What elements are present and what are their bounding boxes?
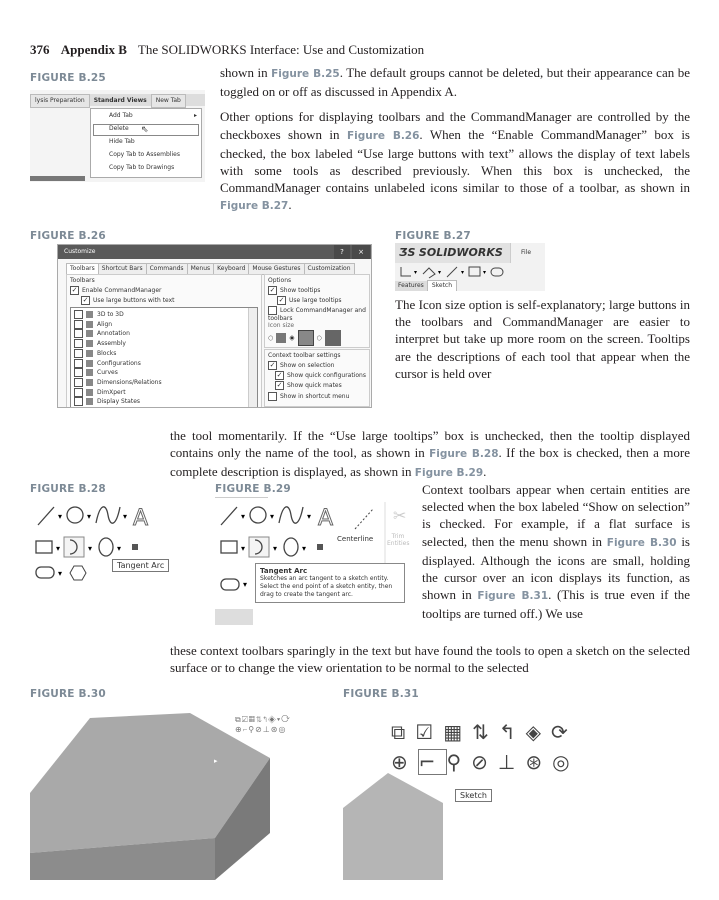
toolbar-icon: [86, 350, 93, 357]
submenu-arrow-icon: ▸: [193, 112, 197, 119]
dialog-title: Customize: [64, 248, 96, 255]
paragraph: [422, 481, 690, 623]
text-run: is displayed. Although the icons are small, holding the cursor over an icon displays its function, as shown in: [422, 533, 690, 603]
menu-item-copy-drawings[interactable]: Copy Tab to Drawings: [109, 164, 175, 171]
running-header: [30, 42, 424, 58]
svg-text:▾: ▾: [117, 544, 122, 553]
toolbar-list-item[interactable]: 3D to 3D: [74, 310, 124, 319]
toolbar-icon: [86, 398, 93, 405]
figure-b27-label: FIGURE B.27: [395, 230, 471, 242]
tab[interactable]: Standard Views: [93, 97, 147, 104]
tab-features[interactable]: Features: [395, 281, 427, 291]
toolbar-icon: [86, 340, 93, 347]
text-run: . If the box is checked, then a more complete description is displayed, as shown in: [170, 445, 690, 480]
shortcut-menu-checkbox[interactable]: Show in shortcut menu: [268, 392, 349, 401]
figure-reference: Figure B.27: [220, 200, 289, 213]
figure-b29: [215, 497, 410, 625]
figure-b27: [395, 243, 545, 291]
large-buttons-checkbox[interactable]: ✓ Use large buttons with text: [82, 296, 175, 304]
toolbar-icon: [86, 360, 93, 367]
text-run: .: [288, 197, 292, 213]
text-block-2: [395, 296, 690, 382]
quick-configurations-checkbox[interactable]: ✓ Show quick configurations: [276, 371, 366, 379]
cursor-icon: ⇖: [141, 125, 149, 135]
figure-b28: [30, 497, 205, 590]
help-button[interactable]: ?: [334, 245, 350, 259]
enable-commandmanager-checkbox[interactable]: ✓ Enable CommandManager: [71, 286, 162, 294]
svg-text:▾: ▾: [58, 512, 63, 521]
text-run: .: [483, 464, 487, 480]
dialog-tabs: [66, 263, 354, 273]
text-block-4: [422, 481, 690, 623]
figure-b29-label: FIGURE B.29: [215, 483, 291, 495]
toolbar-list-item[interactable]: Assembly: [74, 339, 126, 348]
svg-text:▾: ▾: [307, 512, 312, 521]
figure-b25-label: FIGURE B.25: [30, 72, 106, 84]
icon-size-radios[interactable]: ○ ◉ ○: [268, 330, 341, 346]
svg-text:▾: ▾: [270, 512, 275, 521]
tab-shortcut-bars[interactable]: Shortcut Bars: [98, 263, 147, 275]
tab-menus[interactable]: Menus: [187, 263, 215, 275]
figure-b25: [30, 90, 205, 182]
figure-reference: Figure B.29: [414, 467, 484, 480]
text-run: . (This is true even if the tooltips are turned off.) We use: [422, 587, 691, 622]
show-tooltips-checkbox[interactable]: ✓ Show tooltips: [269, 286, 321, 294]
tooltip: Sketch: [455, 789, 492, 802]
toolbar-list-item[interactable]: Blocks: [74, 349, 116, 358]
paragraph: [170, 642, 690, 676]
appendix-label: Appendix B: [60, 42, 127, 57]
tab-mouse-gestures[interactable]: Mouse Gestures: [248, 263, 304, 275]
quick-mates-checkbox[interactable]: ✓ Show quick mates: [276, 381, 342, 389]
text-block-5: [170, 642, 690, 676]
sketch-tool-icons: [215, 497, 410, 625]
svg-text:▾: ▾: [243, 580, 248, 589]
text-run: these context toolbars sparingly in the text but have found the tools to open a sketch on the selected surface or to change the view orientation to be normal to the selected: [170, 643, 690, 676]
figure-reference: Figure B.25: [271, 68, 340, 80]
toolbar-list-item[interactable]: Annotation: [74, 329, 130, 338]
toolbar-icon: [86, 321, 93, 328]
text-block-3: [170, 427, 690, 483]
svg-text:▾: ▾: [123, 512, 128, 521]
sketch-toolbar-icons: [395, 264, 545, 280]
toolbar-icon: [86, 389, 93, 396]
tab[interactable]: New Tab: [151, 94, 186, 108]
scrollbar[interactable]: [248, 308, 257, 408]
menu-item-add-tab[interactable]: Add Tab: [109, 112, 133, 119]
icon-size-label: Icon size: [268, 322, 295, 329]
close-button[interactable]: ×: [352, 245, 370, 259]
text-run: The Icon size option is self-explanatory; large buttons in the toolbars and CommandManager are easier to interpret but take up more room on the screen. Tooltips are the descriptions of each tool that appear when the cursor is held over: [395, 297, 690, 381]
group-label: Options: [268, 277, 292, 284]
solidworks-logo: ƷS SOLIDWORKS: [395, 243, 511, 263]
figure-reference: Figure B.28: [429, 448, 499, 461]
figure-b31-label: FIGURE B.31: [343, 688, 419, 700]
figure-reference: Figure B.30: [606, 536, 677, 549]
svg-text:▾: ▾: [87, 512, 92, 521]
toolbar-list-item[interactable]: Curves: [74, 368, 118, 377]
toolbar-list-item[interactable]: DimXpert: [74, 388, 126, 397]
toolbar-icon: [86, 379, 93, 386]
sketch-tool-icons: [30, 497, 205, 590]
text-run: Context toolbars appear when certain entities are selected when the box labeled “Show on selection” is checked. For example, if a flat surface is selected, then the menu shown in: [422, 482, 690, 549]
file-menu[interactable]: File: [521, 249, 532, 256]
toolbar-icon: [86, 330, 93, 337]
toolbar-list[interactable]: [70, 307, 258, 408]
svg-text:▾: ▾: [461, 269, 465, 276]
figure-b26-label: FIGURE B.26: [30, 230, 106, 242]
svg-text:▾: ▾: [241, 544, 246, 553]
context-toolbar[interactable]: ⧉☑▦⇅↰◈▾⟳ ⊕⌐⚲⊘⊥⊛◎: [235, 715, 291, 734]
svg-text:A: A: [318, 506, 334, 531]
svg-text:▾: ▾: [88, 544, 93, 553]
svg-text:▸: ▸: [214, 757, 218, 765]
toolbar-list-item[interactable]: Align: [74, 320, 112, 329]
show-on-selection-checkbox[interactable]: ✓ Show on selection: [269, 361, 335, 369]
figure-b30: [30, 703, 330, 880]
paragraph: [395, 296, 690, 382]
context-toolbar-enlarged[interactable]: ⧉☑▦⇅↰◈⟳ ⊕⌐⚲⊘⊥⊛◎: [391, 720, 580, 774]
toolbar-icon: [86, 369, 93, 376]
paragraph: [220, 64, 690, 100]
svg-text:A: A: [133, 506, 149, 531]
toolbar-list-item[interactable]: Configurations: [74, 359, 141, 368]
large-tooltips-checkbox[interactable]: ✓ Use large tooltips: [278, 296, 342, 304]
tab-toolbars[interactable]: Toolbars: [66, 263, 99, 275]
svg-text:▾: ▾: [58, 569, 63, 578]
toolbar-list-item[interactable]: Display States: [74, 397, 140, 406]
paragraph: [220, 108, 690, 215]
text-run: the tool momentarily. If the “Use large tooltips” box is unchecked, then the tooltip displayed contains only the name of the tool, as shown in: [170, 428, 690, 461]
menu-item-delete[interactable]: Delete: [109, 125, 129, 132]
chapter-title: The SOLIDWORKS Interface: Use and Customization: [137, 42, 425, 57]
text-run: . The default groups cannot be deleted, but their appearance can be toggled on or off as discussed in Appendix A.: [220, 65, 691, 100]
toolbar-list-item[interactable]: Dimensions/Relations: [74, 378, 162, 387]
text-run: . When the “Enable CommandManager” box is checked, the box labeled “Use large buttons with text” allows the display of text labels with some tools as described previously. When this box is unchecked, the CommandManager contains unlabeled icons similar to those of a toolbar, as shown in: [220, 126, 690, 196]
figure-reference: Figure B.31: [477, 590, 549, 603]
lock-commandmanager-checkbox[interactable]: Lock CommandManager and toolbars: [268, 307, 366, 322]
page-number: 376: [30, 42, 50, 57]
menu-item-copy-assemblies[interactable]: Copy Tab to Assemblies: [109, 151, 180, 158]
text-run: Other options for displaying toolbars and the CommandManager are controlled by the checkboxes shown in: [220, 109, 690, 142]
group-label: Toolbars: [70, 277, 95, 284]
tooltip: Tangent Arc: [112, 559, 169, 572]
menu-item-hide-tab[interactable]: Hide Tab: [109, 138, 135, 145]
svg-text:▾: ▾: [56, 544, 61, 553]
context-menu: [90, 108, 202, 178]
svg-text:▾: ▾: [241, 512, 246, 521]
group-label: Context toolbar settings: [268, 352, 341, 359]
figure-b30-label: FIGURE B.30: [30, 688, 106, 700]
svg-text:▾: ▾: [302, 544, 307, 553]
tab-keyboard[interactable]: Keyboard: [213, 263, 249, 275]
centerline-label[interactable]: Centerline: [337, 535, 374, 543]
trim-entities-label[interactable]: Trim Entities: [387, 533, 410, 547]
svg-text:▾: ▾: [414, 269, 418, 276]
tooltip: Tangent Arc Sketches an arc tangent to a sketch entity. Select the end point of a sketch entity, then drag to create the tangent arc.: [255, 563, 405, 603]
svg-text:▾: ▾: [273, 544, 278, 553]
tab-sketch[interactable]: Sketch: [427, 280, 457, 291]
svg-text:▾: ▾: [483, 269, 487, 276]
tab-customization[interactable]: Customization: [304, 263, 355, 275]
text-run: shown in: [220, 65, 272, 80]
figure-reference: Figure B.26: [346, 129, 420, 142]
toolbar-icon: [86, 311, 93, 318]
svg-text:▾: ▾: [438, 269, 442, 276]
tab-commands[interactable]: Commands: [146, 263, 188, 275]
text-block-1: [220, 64, 690, 216]
figure-b31: [343, 703, 690, 880]
svg-text:✂: ✂: [393, 506, 407, 525]
figure-b26-customize-dialog: [57, 244, 372, 408]
figure-b28-label: FIGURE B.28: [30, 483, 106, 495]
paragraph: [170, 427, 690, 483]
tab[interactable]: lysis Preparation: [30, 94, 90, 108]
